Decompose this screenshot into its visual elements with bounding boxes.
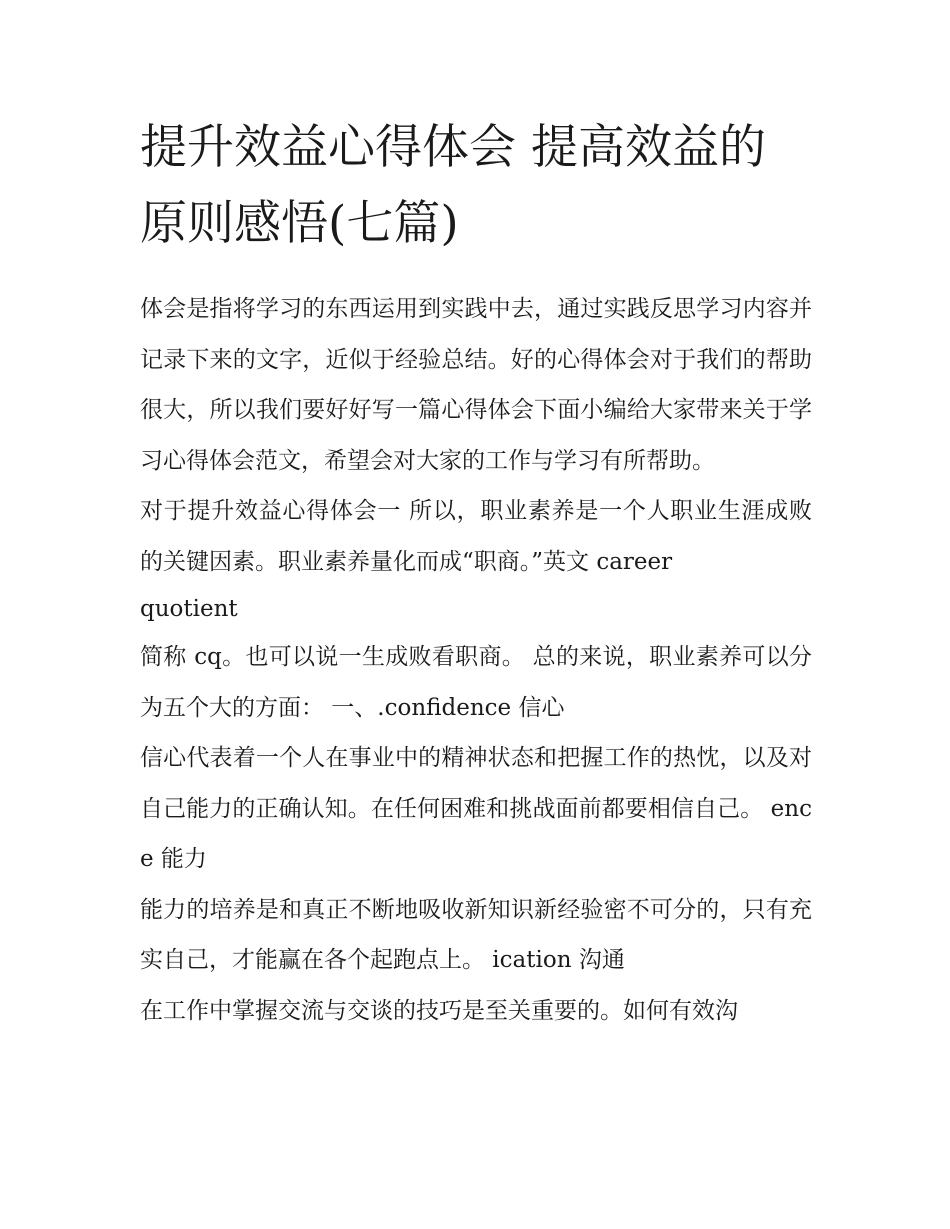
paragraph-communication: 在工作中掌握交流与交谈的技巧是至关重要的。如何有效沟: [140, 997, 738, 1024]
paragraph-cq: 简称 cq。也可以说一生成败看职商。 总的来说，职业素养可以分为五个大的方面： 一、.confidence 信心: [140, 644, 812, 721]
document-page: [140, 110, 812, 1036]
paragraph-confidence: 信心代表着一个人在事业中的精神状态和把握工作的热忱，以及对自己能力的正确认知。在任何困难和挑战面前都要相信自己。 ence 能力: [140, 745, 812, 872]
paragraph-career: 对于提升效益心得体会一 所以，职业素养是一个人职业生涯成败的关键因素。职业素养量化而成“职商。”英文 career: [140, 498, 812, 575]
document-title: 提升效益心得体会 提高效益的原则感悟(七篇): [140, 120, 766, 251]
paragraph-competence: 能力的培养是和真正不断地吸收新知识新经验密不可分的，只有充实自己，才能赢在各个起跑点上。 ication 沟通: [140, 896, 812, 973]
paragraph-quotient: quotient: [140, 596, 238, 622]
paragraph-intro: 体会是指将学习的东西运用到实践中去，通过实践反思学习内容并记录下来的文字，近似于经验总结。好的心得体会对于我们的帮助很大，所以我们要好好写一篇心得体会下面小编给大家带来关于学习心得体会范文，希望会对大家的工作与学习有所帮助。: [140, 296, 812, 474]
